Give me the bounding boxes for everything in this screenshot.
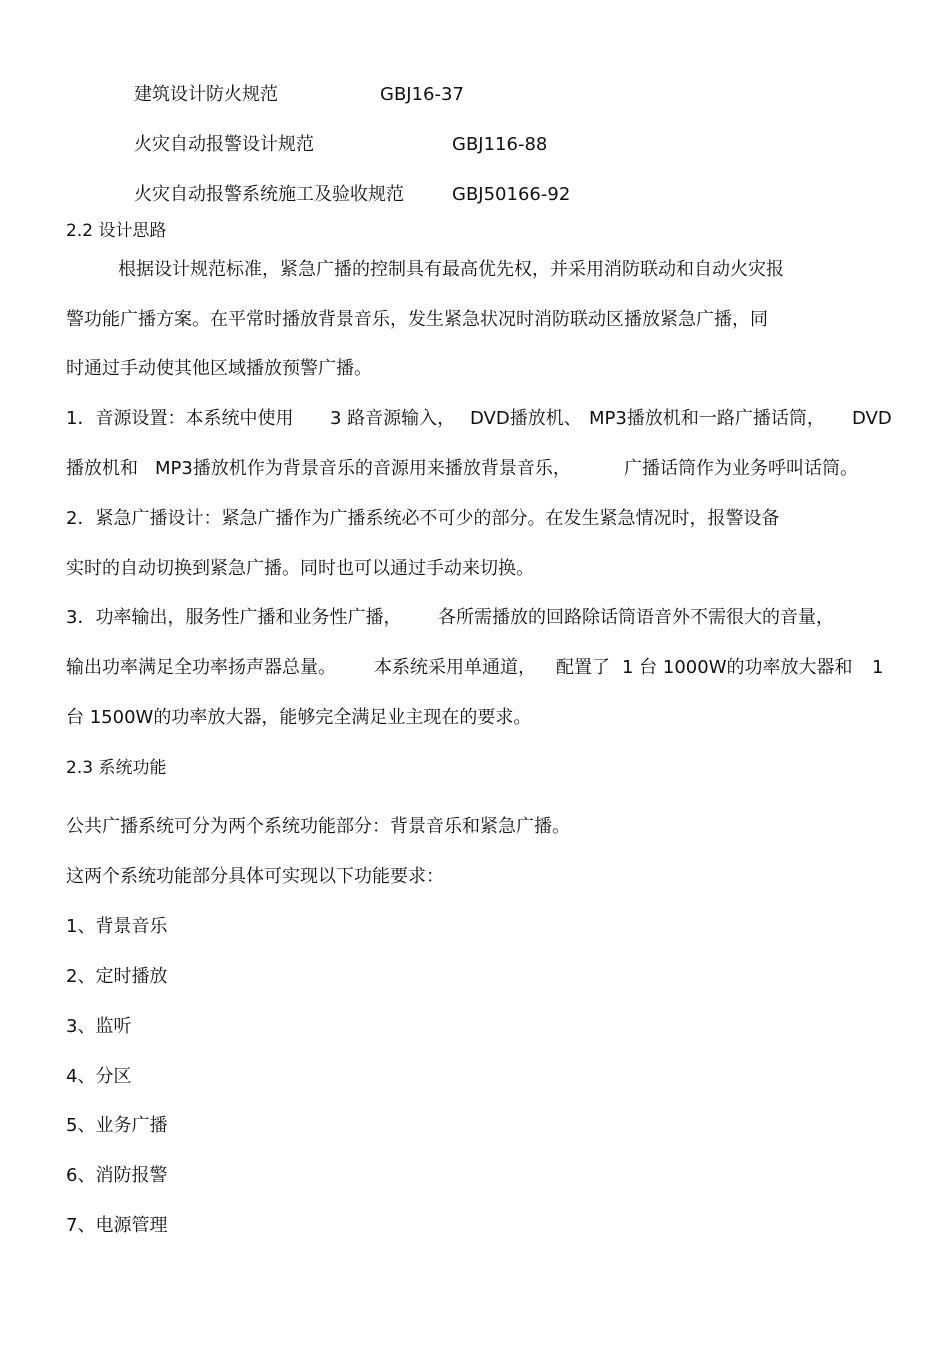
paragraph-line: 警功能广播方案。在平常时播放背景音乐，发生紧急状况时消防联动区播放紧急广播，同 bbox=[66, 309, 768, 330]
standard-name: 火灾自动报警设计规范 bbox=[134, 134, 314, 155]
list-item: 5、业务广播 bbox=[66, 1115, 168, 1136]
text-run: 1 台 1000W的功率放大器和 bbox=[622, 657, 853, 678]
text-run: 配置了 bbox=[556, 657, 610, 678]
text-run: DVD bbox=[852, 408, 892, 429]
paragraph-line bbox=[66, 407, 293, 431]
text-run: 1 bbox=[872, 657, 884, 678]
text-run: 广播话筒作为业务呼叫话筒。 bbox=[624, 458, 858, 479]
text-run: 3 路音源输入， bbox=[330, 408, 456, 429]
section-heading: 2.2 设计思路 bbox=[66, 221, 167, 241]
section-heading: 2.3 系统功能 bbox=[66, 758, 167, 778]
paragraph-line: 公共广播系统可分为两个系统功能部分：背景音乐和紧急广播。 bbox=[66, 816, 570, 837]
standard-name: 火灾自动报警系统施工及验收规范 bbox=[134, 184, 404, 205]
standard-name: 建筑设计防火规范 bbox=[134, 84, 278, 105]
text-run: 输出功率满足全功率扬声器总量。 bbox=[66, 657, 336, 678]
standard-code: GBJ16-37 bbox=[380, 84, 464, 105]
paragraph-line: 2．紧急广播设计：紧急广播作为广播系统必不可少的部分。在发生紧急情况时，报警设备 bbox=[66, 508, 780, 529]
text-run: 1．音源设置：本系统中使用 bbox=[66, 408, 294, 429]
standard-code: GBJ50166-92 bbox=[452, 184, 571, 205]
text-run: 3．功率输出，服务性广播和业务性广播， bbox=[66, 607, 402, 628]
list-item: 1、背景音乐 bbox=[66, 916, 168, 937]
text-run: DVD播放机、 bbox=[470, 408, 582, 429]
text-run: MP3播放机作为背景音乐的音源用来播放背景音乐， bbox=[155, 458, 571, 479]
paragraph-line: 根据设计规范标准，紧急广播的控制具有最高优先权，并采用消防联动和自动火灾报 bbox=[118, 259, 784, 280]
list-item: 6、消防报警 bbox=[66, 1165, 168, 1186]
text-run: 各所需播放的回路除话筒语音外不需很大的音量， bbox=[438, 607, 834, 628]
paragraph-line: 这两个系统功能部分具体可实现以下功能要求： bbox=[66, 866, 444, 887]
standard-code: GBJ116-88 bbox=[452, 134, 548, 155]
list-item: 2、定时播放 bbox=[66, 966, 168, 987]
text-run: MP3播放机和一路广播话筒， bbox=[589, 408, 825, 429]
list-item: 3、监听 bbox=[66, 1016, 132, 1037]
paragraph-line: 实时的自动切换到紧急广播。同时也可以通过手动来切换。 bbox=[66, 558, 534, 579]
list-item: 7、电源管理 bbox=[66, 1215, 168, 1236]
list-item: 4、分区 bbox=[66, 1066, 132, 1087]
text-run: 播放机和 bbox=[66, 458, 138, 479]
text-run: 本系统采用单通道， bbox=[374, 657, 536, 678]
paragraph-line: 时通过手动使其他区域播放预警广播。 bbox=[66, 358, 372, 379]
paragraph-line: 台 1500W的功率放大器，能够完全满足业主现在的要求。 bbox=[66, 707, 532, 728]
